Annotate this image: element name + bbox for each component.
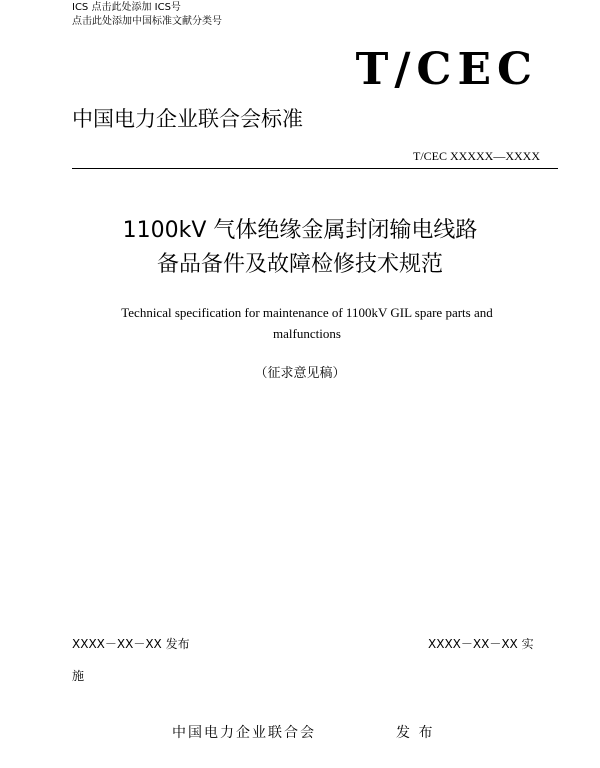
- organization-standard-title: 中国电力企业联合会标准: [72, 107, 303, 131]
- tcec-logo: T/CEC: [355, 44, 538, 95]
- ics-code-placeholder[interactable]: ICS 点击此处添加 ICS号: [72, 2, 181, 13]
- document-title-cn: [60, 214, 540, 282]
- publish-label: 发 布: [396, 725, 435, 741]
- standard-number: T/CEC XXXXX—XXXX: [413, 149, 540, 163]
- draft-status-label: （征求意见稿）: [254, 366, 346, 381]
- title-cn-line-2: 备品备件及故障检修技术规范: [156, 252, 443, 277]
- header-divider: [72, 168, 558, 169]
- title-en-line-1: Technical specification for maintenance of 1100kV GIL spare parts and: [121, 305, 493, 320]
- implementation-date-wrap: 施: [72, 669, 85, 683]
- title-cn-line-1: 1100kV 气体绝缘金属封闭输电线路: [122, 218, 478, 243]
- implementation-date: XXXX－XX－XX 实: [428, 637, 534, 651]
- issue-date: XXXX－XX－XX 发布: [72, 637, 190, 651]
- document-title-en: [90, 302, 524, 344]
- title-en-line-2: malfunctions: [273, 326, 341, 341]
- ccs-code-placeholder[interactable]: 点击此处添加中国标准文献分类号: [72, 16, 222, 27]
- publisher-name: 中国电力企业联合会: [172, 725, 316, 741]
